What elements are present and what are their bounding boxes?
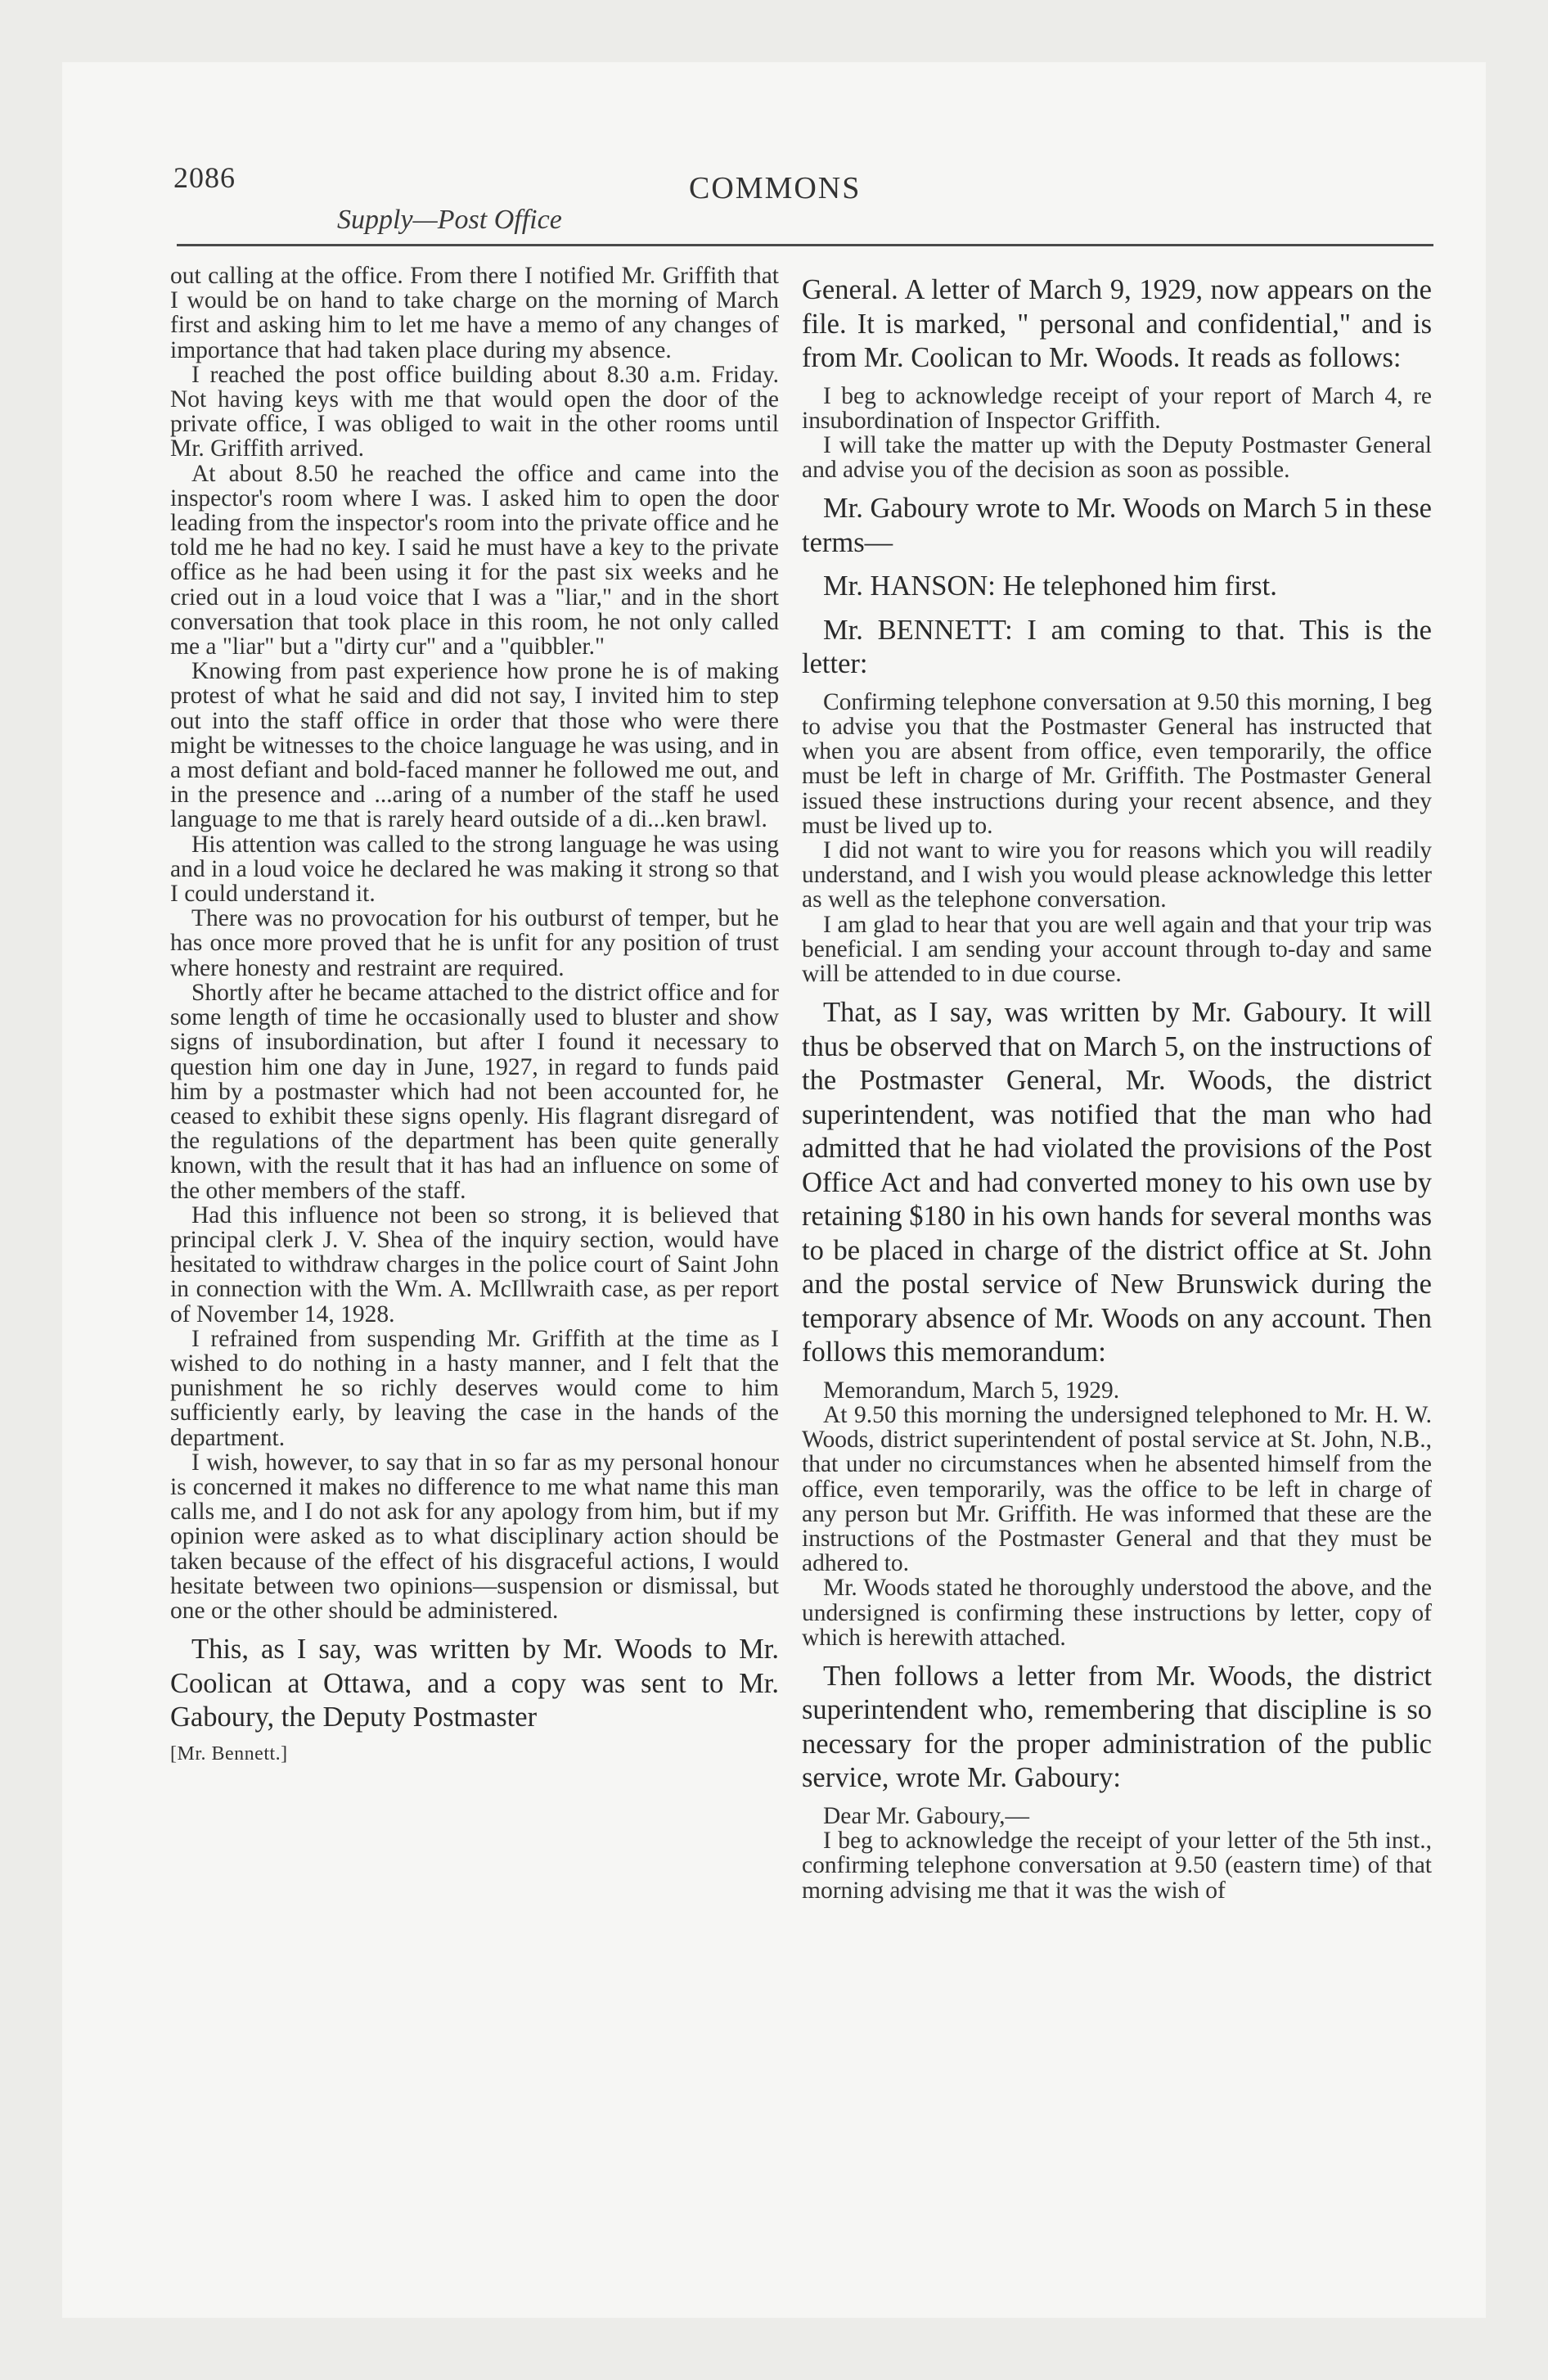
- paragraph: I reached the post office building about 8.30 a.m. Friday. Not having keys with me that would open the door of the private office, I was obliged to wait in the other rooms until Mr. Griffith arrived.: [170, 361, 779, 462]
- right-column: [802, 264, 1432, 1903]
- header-rule: [177, 244, 1433, 246]
- paragraph: I beg to acknowledge the receipt of your letter of the 5th inst., confirming telephone conversation at 9.50 (eastern time) of that morning advising me that it was the wish of: [802, 1828, 1432, 1904]
- paragraph: Had this influence not been so strong, it is believed that principal clerk J. V. Shea of the inquiry section, would have hesitated to withdraw charges in the police court of Saint John in connection with the Wm. A. McIllwraith case, as per report of November 14, 1928.: [170, 1201, 779, 1327]
- paragraph: Confirming telephone conversation at 9.50 this morning, I beg to advise you that the Postmaster General has instructed that when you are absent from office, even temporarily, the office must be left in charge of Mr. Griffith. The Postmaster General issued these instructions during your recent absence, and they must be lived up to.: [802, 688, 1432, 839]
- paragraph: Mr. Woods stated he thoroughly understood the above, and the undersigned is confirming these instructions by letter, copy of which is herewith attached.: [802, 1575, 1432, 1651]
- paragraph: General. A letter of March 9, 1929, now appears on the file. It is marked, " personal and confidential," and is from Mr. Coolican to Mr. Woods. It reads as follows:: [802, 274, 1432, 373]
- paragraph: Dear Mr. Gaboury,—: [823, 1802, 1030, 1829]
- paragraph: I beg to acknowledge receipt of your report of March 4, re insubordination of Inspector Griffith.: [802, 382, 1432, 434]
- paragraph: Mr. Gaboury wrote to Mr. Woods on March 5 in these terms—: [802, 493, 1432, 558]
- paragraph: Mr. BENNETT: I am coming to that. This is the letter:: [802, 614, 1432, 680]
- paragraph: His attention was called to the strong language he was using and in a loud voice he declared he was making it strong so that I could understand it.: [170, 831, 779, 908]
- paragraph: At about 8.50 he reached the office and came into the inspector's room where I was. I asked him to open the door leading from the inspector's room into the private office and he told me he had no key. I said he must have a key to the private office as he had been using it for the past six weeks and he cried out in a loud voice that I was a "liar," and in the short conversation that took place in this room, he not only called me a "liar" but a "dirty cur" and a "quibbler.": [170, 460, 779, 660]
- paragraph: I did not want to wire you for reasons which you will readily understand, and I wish you would please acknowledge this letter as well as the telephone conversation.: [802, 837, 1432, 913]
- left-column: [170, 264, 779, 1765]
- paragraph: I refrained from suspending Mr. Griffith at the time as I wished to do nothing in a hasty manner, and I felt that the punishment he so richly deserves would come to him sufficiently early, by leaving the case in the hands of the department.: [170, 1325, 779, 1451]
- paragraph: That, as I say, was written by Mr. Gaboury. It will thus be observed that on March 5, on the instructions of the Postmaster General, Mr. Woods, the district superintendent, was notified that the man who had admitted that he had violated the provisions of the Post Office Act and had converted money to his own use by retaining $180 in his own hands for several months was to be placed in charge of the district office at St. John and the postal service of New Brunswick during the temporary absence of Mr. Woods on any account. Then follows this memorandum:: [802, 997, 1432, 1368]
- paragraph: Mr. HANSON: He telephoned him first.: [823, 570, 1277, 602]
- paragraph: out calling at the office. From there I notified Mr. Griffith that I would be on hand to take charge on the morning of March first and asking him to let me have a memo of any changes of importance that had taken place during my absence.: [170, 263, 779, 363]
- paragraph: Shortly after he became attached to the district office and for some length of time he occasionally used to bluster and show signs of insubordination, but after I found it necessary to question him one day in June, 1927, in regard to funds paid him by a postmaster which had not been accounted for, he ceased to exhibit these signs openly. His flagrant disregard of the regulations of the department has been quite generally known, with the result that it has had an influence on some of the other members of the staff.: [170, 979, 779, 1204]
- page-number: 2086: [173, 161, 236, 194]
- paragraph: There was no provocation for his outburst of temper, but he has once more proved that he is unfit for any position of trust where honesty and restraint are required.: [170, 905, 779, 981]
- running-title: COMMONS: [689, 171, 862, 205]
- paragraph: I am glad to hear that you are well again and that your trip was beneficial. I am sending your account through to-day and same will be attended to in due course.: [802, 911, 1432, 988]
- running-subtitle: Supply—Post Office: [337, 205, 562, 235]
- page-header: [0, 0, 1548, 246]
- paragraph: I wish, however, to say that in so far as my personal honour is concerned it makes no difference to me what name this man calls me, and I do not ask for any apology from him, but if my opinion were asked as to what disciplinary action should be taken because of the effect of his disgraceful actions, I would hesitate between two opinions—suspension or dismissal, but one or the other should be administered.: [170, 1449, 779, 1624]
- speaker-footnote: [Mr. Bennett.]: [170, 1742, 288, 1765]
- paragraph: Memorandum, March 5, 1929.: [823, 1377, 1120, 1404]
- paragraph: Knowing from past experience how prone he is of making protest of what he said and did not say, I invited him to step out into the staff office in order that those who were there might be witnesses to the choice language he was using, and in a most defiant and bold-faced manner he followed me out, and in the presence and ...aring of a number of the staff he used language to me that is rarely heard outside of a di...ken brawl.: [170, 658, 779, 833]
- paragraph: Then follows a letter from Mr. Woods, the district superintendent who, remembering that discipline is so necessary for the proper administration of the public service, wrote Mr. Gaboury:: [802, 1660, 1432, 1794]
- paragraph: I will take the matter up with the Deputy Postmaster General and advise you of the decision as soon as possible.: [802, 431, 1432, 484]
- paragraph: At 9.50 this morning the undersigned telephoned to Mr. H. W. Woods, district superintendent of postal service at St. John, N.B., that under no circumstances when he absented himself from the office, even temporarily, was the office to be left in charge of any person but Mr. Griffith. He was informed that these are the instructions of the Postmaster General and that they must be adhered to.: [802, 1401, 1432, 1577]
- paragraph: This, as I say, was written by Mr. Woods to Mr. Coolican at Ottawa, and a copy was sent to Mr. Gaboury, the Deputy Postmaster: [170, 1634, 779, 1733]
